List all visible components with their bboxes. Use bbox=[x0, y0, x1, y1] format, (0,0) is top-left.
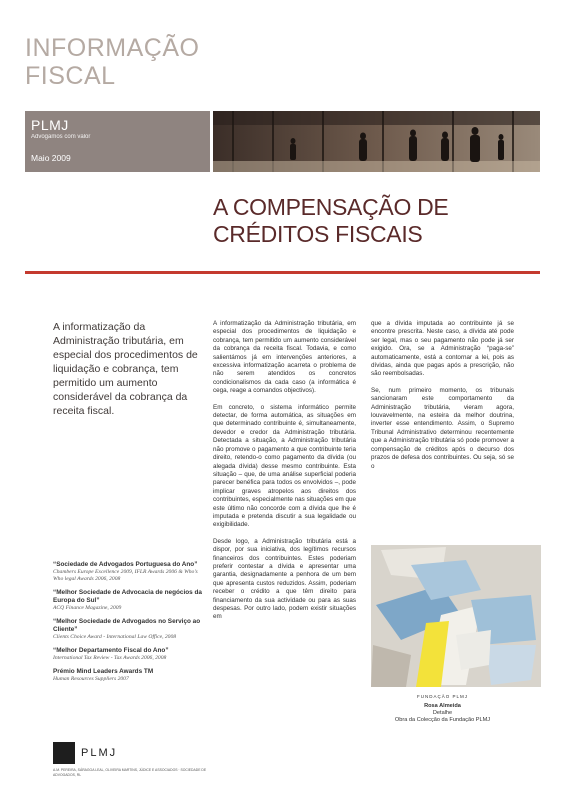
title-rule bbox=[25, 271, 540, 274]
award-source: Chambers Europe Excellence 2009, IFLR Awards 2006 & Who’s Who legal Awards 2006, 2008 bbox=[53, 569, 198, 582]
paragraph: Se, num primeiro momento, os tribunais sancionaram este comportamento da Administração tributária, vieram agora, louvavelmente, na esteira da melhor doutrina, inverter esse entendimento. Assim, o Supremo Tribunal Administrativo determinou recentemente que a Administração tributária só pode promover a compensação de créditos após o decurso dos prazos de defesa dos contribuintes. Ou seja, só se o bbox=[371, 386, 514, 470]
award-name: “Melhor Departamento Fiscal do Ano” bbox=[53, 647, 169, 654]
brand-tagline: Advogamos com valor bbox=[31, 134, 91, 140]
artwork-credit bbox=[371, 693, 514, 724]
footer-note: A.M. PEREIRA, SÁRAGGA LEAL, OLIVEIRA MARTINS, JÚDICE E ASSOCIADOS · SOCIEDADE DE ADVOGADOS, RL bbox=[53, 768, 207, 777]
article-title bbox=[213, 194, 543, 248]
brand-box bbox=[25, 111, 210, 172]
award-source: International Tax Review - Tax Awards 2006, 2008 bbox=[53, 655, 167, 661]
paragraph: A informatização da Administração tributária, em especial dos procedimentos de liquidação e cobrança, tem permitido um aumento considerável da cobrança da receita fiscal. Todavia, e como salientámos já em intervenções anteriores, a excessiva informatização acarreta o problema de não serem atendidos os concretos condicionalismos da cada caso (a informática é cega, reage a comandos objectivos). bbox=[213, 320, 356, 395]
artwork-image bbox=[371, 545, 541, 687]
artist-name: Rosa Almeida bbox=[424, 703, 461, 709]
header-photo bbox=[213, 111, 540, 172]
lead-paragraph: A informatização da Administração tributária, em especial dos procedimentos de liquidação e cobrança, tem permitido um aumento considerável da cobrança da receita fiscal. bbox=[53, 321, 198, 417]
article-column-2 bbox=[371, 320, 514, 479]
masthead bbox=[25, 34, 225, 90]
award-source: ACQ Finance Magazine, 2009 bbox=[53, 605, 122, 611]
credit-detail: Detalhe bbox=[432, 710, 453, 716]
paragraph: que a dívida imputada ao contribuinte já se encontre prescrita. Neste caso, a dívida até pode ser legal, mas o seu pagamento não pode já ser exigido. Ora, se a Administração “paga-se” automaticamente, está a contornar a lei, pois as dívidas, ainda que pagas após a prescrição, não são reembolsadas. bbox=[371, 320, 514, 378]
footer-logo bbox=[53, 741, 203, 765]
issue-date: Maio 2009 bbox=[31, 153, 71, 163]
award-item bbox=[53, 589, 203, 612]
paragraph: Desde logo, a Administração tributária está a dispor, por sua iniciativa, dos legítimos recursos financeiros dos contribuintes. Estes poderiam preferir contestar a dívida e apresentar uma garantia, designadamente a penhora de um bem que apresenta custos reduzidos. Assim, poderiam receber o crédito a que têm direito para financiamento da sua actividade ou para as suas despesas. Por outro lado, podem existir situações em bbox=[213, 537, 356, 621]
footer-logo-square bbox=[53, 742, 75, 764]
award-item bbox=[53, 561, 203, 583]
award-source: Clients Choice Award - International Law Office, 2008 bbox=[53, 634, 177, 640]
masthead-line-1: INFORMAÇÃO bbox=[25, 34, 200, 62]
brand-logo: PLMJ bbox=[31, 117, 69, 133]
award-item bbox=[53, 647, 203, 662]
paragraph: Em concreto, o sistema informático permite detectar, de forma automática, as situações em que determinado contribuinte é, simultaneamente, devedor e credor da Administração tributária. Detectada a situação, a Administração tributária não promove o pagamento a que contribuinte teria direito, retendo-o como pagamento da dívida (ou alegada dívida) desse mesmo contribuinte. Esta situação – que, de uma análise superficial poderia parecer benéfica para todos os envolvidos –, pode implicar graves atropelos aos direitos dos contribuintes, especialmente nas situações em que este último não concorde com a dívida que lhe é imputada e pretenda discutir a sua legalidade ou exigibilidade. bbox=[213, 403, 356, 529]
award-source: Human Resources Suppliers 2007 bbox=[53, 676, 129, 682]
footer-logo-text: PLMJ bbox=[81, 747, 118, 759]
award-name: Prémio Mind Leaders Awards TM bbox=[53, 668, 154, 675]
article-title-line-2: CRÉDITOS FISCAIS bbox=[213, 221, 423, 247]
foundation-logo: FUNDAÇÃO PLMJ bbox=[416, 694, 468, 699]
article-column-1 bbox=[213, 320, 356, 630]
award-item bbox=[53, 668, 203, 683]
award-item bbox=[53, 618, 203, 641]
award-name: “Sociedade de Advogados Portuguesa do Ano” bbox=[53, 561, 198, 568]
masthead-line-2: FISCAL bbox=[25, 62, 116, 90]
award-name: “Melhor Sociedade de Advocacia de negócios da Europa do Sul” bbox=[53, 589, 202, 604]
credit-collection: Obra da Colecção da Fundação PLMJ bbox=[394, 717, 491, 723]
article-title-line-1: A COMPENSAÇÃO DE bbox=[213, 194, 449, 220]
awards-list bbox=[53, 561, 203, 689]
award-name: “Melhor Sociedade de Advogados no Serviço ao Cliente” bbox=[53, 618, 201, 633]
